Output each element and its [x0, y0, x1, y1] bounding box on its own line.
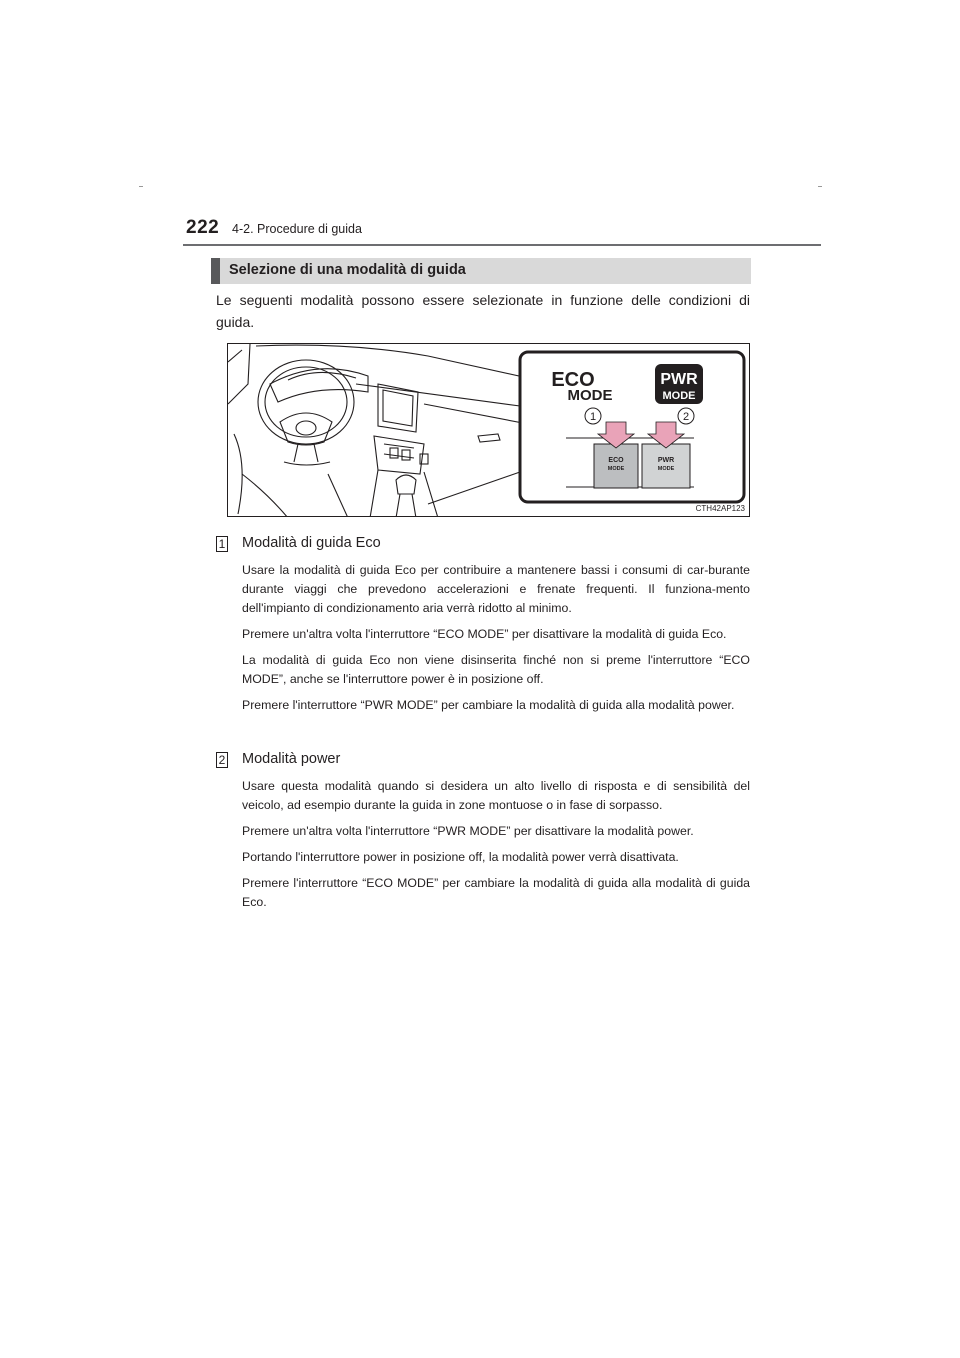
intro-paragraph: Le seguenti modalità possono essere selezionate in funzione delle condizioni di guida.: [216, 292, 750, 330]
paragraph: Premere un'altra volta l'interruttore “PWR MODE” per disattivare la modalità power.: [242, 824, 694, 838]
paragraph: Portando l'interruttore power in posizione off, la modalità power verrà disattivata.: [242, 850, 679, 864]
number-icon: 2: [216, 752, 228, 768]
page-number: 222: [186, 217, 220, 238]
item-body: [242, 777, 750, 919]
eco-badge-bottom-text: MODE: [567, 387, 613, 404]
header-rule: [183, 244, 821, 246]
crop-mark-left: [139, 186, 143, 187]
section-title-bar: [211, 258, 751, 284]
item-body: [242, 561, 750, 722]
section-title: Selezione di una modalità di guida: [229, 262, 466, 278]
pwr-badge-bottom-text: MODE: [662, 390, 696, 402]
paragraph: La modalità di guida Eco non viene disinserita finché non si preme l'interruttore “ECO MODE”, anche se l'interruttore power è in posizione off.: [242, 653, 750, 686]
paragraph: Usare questa modalità quando si desidera un alto livello di risposta e di sensibilità del veicolo, ad esempio durante la guida in zone montuose o in fase di sorpasso.: [242, 779, 750, 812]
eco-switch-bottom-text: MODE: [607, 466, 625, 472]
figure-code: CTH42AP123: [695, 504, 745, 513]
item-heading: Modalità di guida Eco: [242, 535, 381, 551]
callout-2-text: 2: [682, 411, 690, 423]
pwr-switch-top-text: PWR: [657, 457, 675, 464]
paragraph: Premere l'interruttore “PWR MODE” per cambiare la modalità di guida alla modalità power.: [242, 698, 735, 712]
callout-1-text: 1: [589, 411, 597, 423]
section-label: 4-2. Procedure di guida: [232, 222, 362, 236]
eco-badge-top-text: ECO: [551, 369, 595, 391]
dashboard-drawing: [228, 344, 750, 517]
paragraph: Usare la modalità di guida Eco per contribuire a mantenere bassi i consumi di car-burante durante viaggi che prevedono accelerazioni e frenate frequenti. Il funziona-mento dell'impianto di condizionamento aria verrà ridotto al minimo.: [242, 563, 750, 615]
paragraph: Premere un'altra volta l'interruttore “ECO MODE” per disattivare la modalità di guida Eco.: [242, 627, 727, 641]
crop-mark-right: [818, 186, 822, 187]
eco-switch-top-text: ECO: [608, 457, 624, 464]
item-heading: Modalità power: [242, 751, 341, 767]
dashboard-illustration: [227, 343, 750, 517]
number-icon: 1: [216, 536, 228, 552]
paragraph: Premere l'interruttore “ECO MODE” per cambiare la modalità di guida alla modalità di guida Eco.: [242, 876, 750, 909]
pwr-switch-bottom-text: MODE: [657, 466, 675, 472]
pwr-badge-top-text: PWR: [660, 371, 698, 388]
